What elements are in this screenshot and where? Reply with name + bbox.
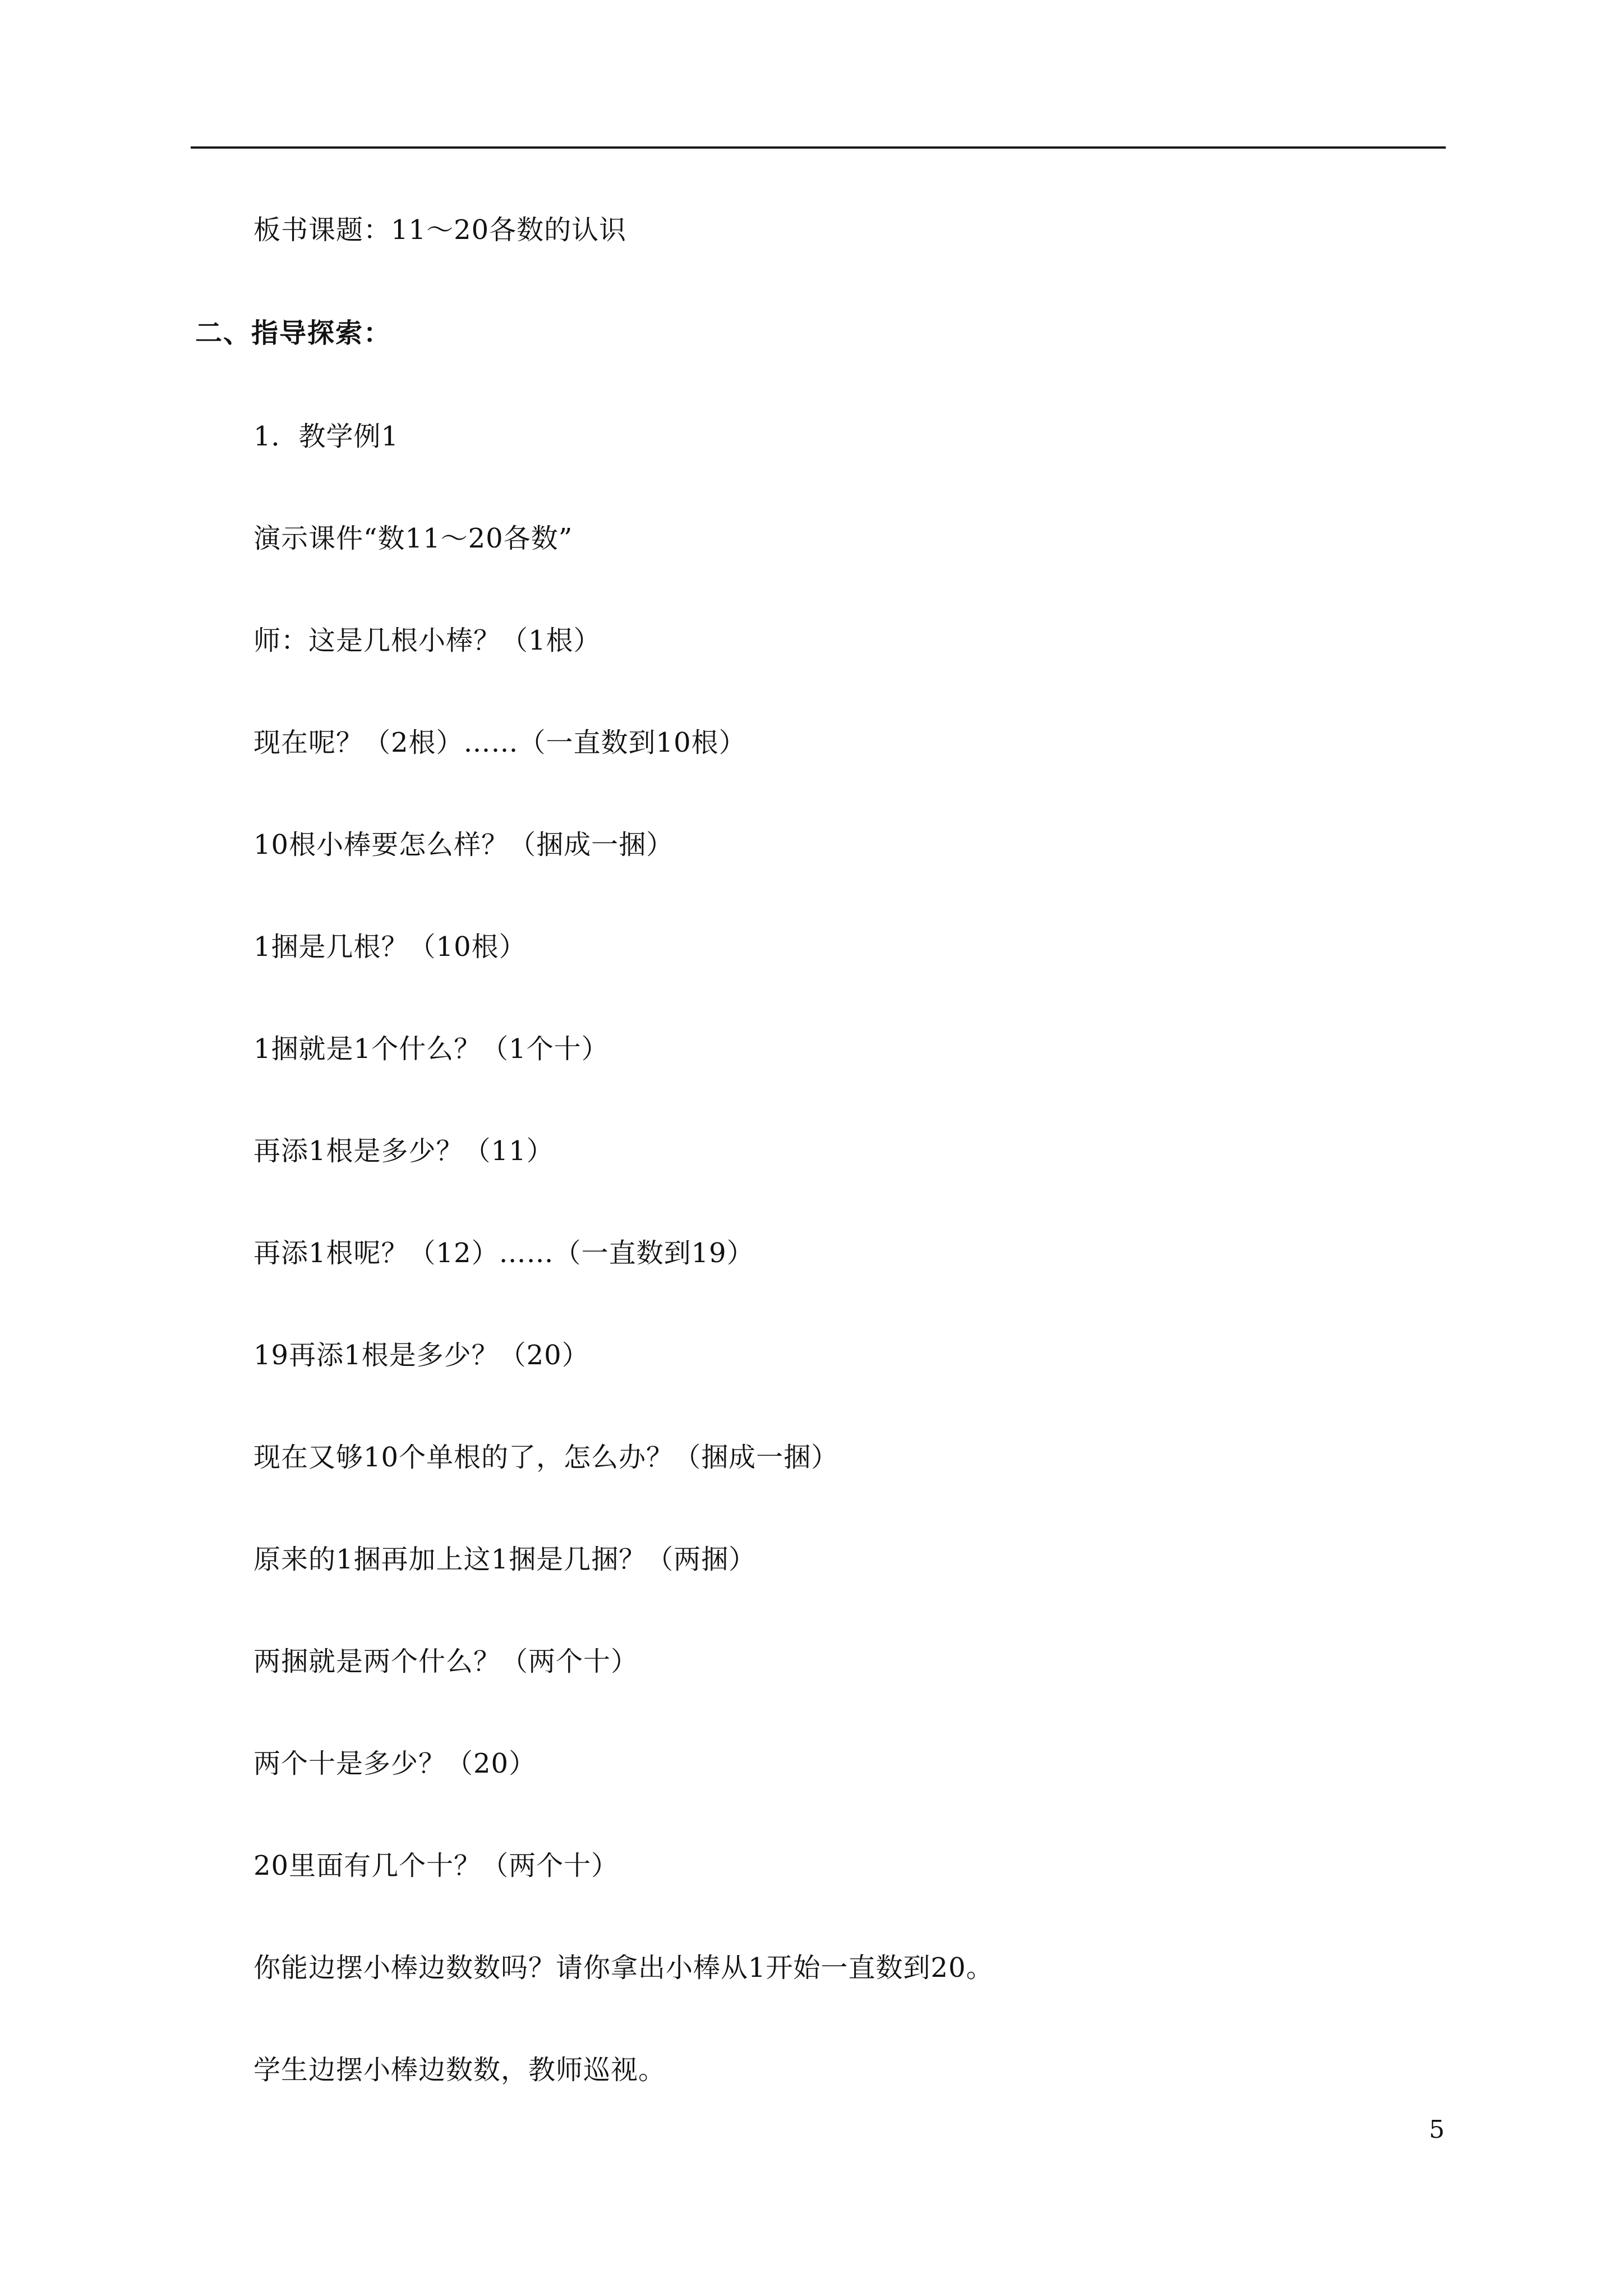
board-title: 板书课题：11～20各数的认识 <box>253 214 627 246</box>
body-line: 学生边摆小棒边数数，教师巡视。 <box>253 2054 666 2086</box>
body-line: 再添1根是多少？（11） <box>253 1135 554 1167</box>
body-line: 现在又够10个单根的了，怎么办？（捆成一捆） <box>253 1442 839 1473</box>
body-line: 演示课件“数11～20各数” <box>253 523 573 554</box>
section-heading: 二、指导探索： <box>195 318 392 349</box>
body-line: 两捆就是两个什么？（两个十） <box>253 1646 639 1677</box>
body-line: 1．教学例1 <box>253 421 399 452</box>
body-line: 你能边摆小棒边数数吗？请你拿出小棒从1开始一直数到20。 <box>253 1952 994 1984</box>
body-line: 10根小棒要怎么样？（捆成一捆） <box>253 829 674 861</box>
body-line: 两个十是多少？（20） <box>253 1748 537 1779</box>
body-line: 师：这是几根小棒？（1根） <box>253 625 601 656</box>
body-line: 1捆是几根？（10根） <box>253 931 527 963</box>
body-line: 再添1根呢？（12）……（一直数到19） <box>253 1237 754 1269</box>
body-line: 原来的1捆再加上这1捆是几捆？（两捆） <box>253 1544 757 1575</box>
body-line: 19再添1根是多少？（20） <box>253 1340 589 1371</box>
body-line: 1捆就是1个什么？（1个十） <box>253 1033 609 1065</box>
page-number: 5 <box>1429 2115 1445 2144</box>
body-line: 20里面有几个十？（两个十） <box>253 1850 619 1881</box>
header-rule <box>191 146 1446 149</box>
body-line: 现在呢？（2根）……（一直数到10根） <box>253 727 746 758</box>
